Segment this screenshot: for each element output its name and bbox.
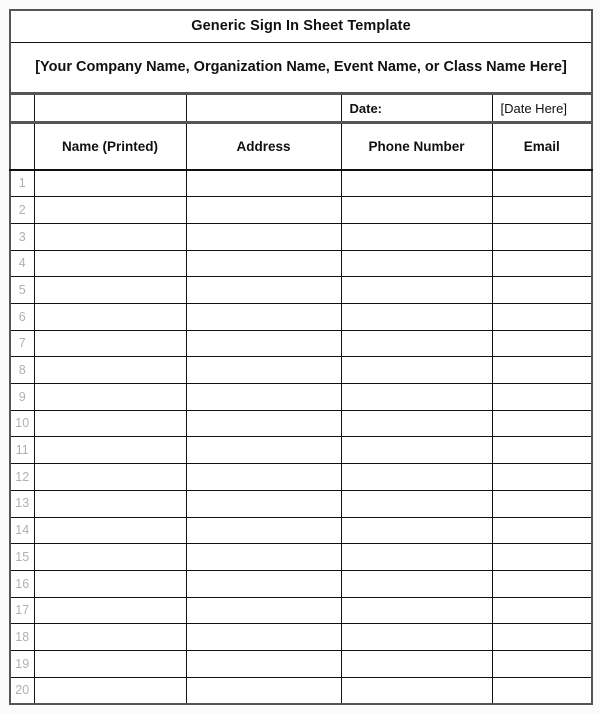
entry-cell-email[interactable] (492, 490, 592, 517)
entry-blank (187, 411, 341, 437)
date-label-cell (341, 94, 492, 123)
entry-cell-address[interactable] (186, 437, 341, 464)
entry-blank (35, 277, 186, 303)
entry-blank (493, 357, 592, 383)
entry-cell-email[interactable] (492, 410, 592, 437)
entry-blank (35, 224, 186, 250)
row-number: 13 (15, 496, 30, 511)
row-number: 12 (15, 469, 30, 484)
entry-blank (342, 624, 492, 650)
entry-blank (493, 624, 592, 650)
table-row (10, 437, 592, 464)
entry-cell-name[interactable] (34, 677, 186, 704)
column-header-address: Address (186, 123, 341, 170)
table-row (10, 597, 592, 624)
row-number: 4 (18, 256, 26, 271)
row-number-cell (10, 304, 34, 331)
entry-blank (342, 651, 492, 677)
entry-cell-address[interactable] (186, 277, 341, 304)
entry-cell-name[interactable] (34, 330, 186, 357)
entry-blank (493, 571, 592, 597)
entry-blank (35, 491, 186, 517)
entry-blank (493, 411, 592, 437)
entry-cell-name[interactable] (34, 384, 186, 411)
title-row (10, 10, 592, 42)
entry-cell-name[interactable] (34, 277, 186, 304)
entry-blank (35, 331, 186, 357)
entry-cell-email[interactable] (492, 250, 592, 277)
date-value-cell[interactable] (492, 94, 592, 123)
row-number: 8 (18, 363, 26, 378)
entry-cell-name[interactable] (34, 570, 186, 597)
entry-cell-email[interactable] (492, 570, 592, 597)
entry-blank (342, 544, 492, 570)
row-number: 19 (15, 656, 30, 671)
entry-cell-address[interactable] (186, 330, 341, 357)
entry-cell-name[interactable] (34, 357, 186, 384)
table-row (10, 677, 592, 704)
entry-cell-address[interactable] (186, 197, 341, 224)
entry-cell-address[interactable] (186, 410, 341, 437)
row-number: 18 (15, 629, 30, 644)
row-number: 17 (15, 603, 30, 618)
entry-cell-phone[interactable] (341, 223, 492, 250)
entry-cell-phone[interactable] (341, 384, 492, 411)
row-number: 15 (15, 549, 30, 564)
entry-cell-email[interactable] (492, 384, 592, 411)
entry-blank (342, 224, 492, 250)
table-row (10, 277, 592, 304)
entry-cell-phone[interactable] (341, 277, 492, 304)
entry-blank (493, 224, 592, 250)
entry-blank (187, 277, 341, 303)
entry-blank (342, 277, 492, 303)
entry-blank (187, 384, 341, 410)
row-number: 14 (15, 523, 30, 538)
entry-cell-name[interactable] (34, 597, 186, 624)
entry-cell-name[interactable] (34, 544, 186, 571)
entry-cell-phone[interactable] (341, 490, 492, 517)
row-number: 5 (18, 282, 26, 297)
entry-blank (493, 544, 592, 570)
entry-cell-email[interactable] (492, 464, 592, 491)
row-number-cell (10, 624, 34, 651)
entry-blank (187, 464, 341, 490)
entry-blank (35, 357, 186, 383)
row-number-cell (10, 197, 34, 224)
entry-cell-name[interactable] (34, 304, 186, 331)
date-row-spacer-name (34, 94, 186, 123)
entry-blank (35, 651, 186, 677)
row-number: 16 (15, 576, 30, 591)
row-number-cell (10, 223, 34, 250)
entry-cell-address[interactable] (186, 223, 341, 250)
entry-blank (342, 171, 492, 196)
entry-cell-email[interactable] (492, 170, 592, 197)
entry-blank (493, 277, 592, 303)
entry-cell-phone[interactable] (341, 330, 492, 357)
entry-cell-email[interactable] (492, 277, 592, 304)
entry-cell-phone[interactable] (341, 650, 492, 677)
entry-blank (493, 598, 592, 624)
sign-in-sheet-table (9, 9, 593, 705)
entry-blank (187, 518, 341, 544)
entry-cell-address[interactable] (186, 490, 341, 517)
entry-cell-address[interactable] (186, 624, 341, 651)
column-header-email: Email (492, 123, 592, 170)
entry-cell-name[interactable] (34, 250, 186, 277)
entry-blank (493, 331, 592, 357)
row-number: 20 (15, 683, 30, 698)
entry-cell-address[interactable] (186, 650, 341, 677)
entry-cell-name[interactable] (34, 650, 186, 677)
row-number: 11 (15, 443, 29, 458)
entry-blank (342, 598, 492, 624)
entry-blank (35, 304, 186, 330)
entry-blank (187, 624, 341, 650)
table-row (10, 464, 592, 491)
entry-blank (493, 384, 592, 410)
row-number-cell (10, 330, 34, 357)
entry-cell-email[interactable] (492, 357, 592, 384)
entry-blank (342, 571, 492, 597)
entry-blank (35, 251, 186, 277)
date-row-spacer-num (10, 94, 34, 123)
entry-cell-phone[interactable] (341, 357, 492, 384)
entry-cell-address[interactable] (186, 170, 341, 197)
row-number-cell (10, 597, 34, 624)
row-number-cell (10, 490, 34, 517)
entry-blank (35, 518, 186, 544)
table-row (10, 304, 592, 331)
date-label: Date: (349, 100, 383, 116)
title-cell (10, 10, 592, 42)
entry-blank (35, 678, 186, 703)
entry-blank (342, 678, 492, 703)
entry-blank (187, 197, 341, 223)
entry-blank (342, 251, 492, 277)
date-row-spacer-address (186, 94, 341, 123)
entry-cell-address[interactable] (186, 384, 341, 411)
row-number-cell (10, 410, 34, 437)
page-title: Generic Sign In Sheet Template (191, 18, 411, 35)
entry-cell-email[interactable] (492, 597, 592, 624)
entry-cell-address[interactable] (186, 677, 341, 704)
entry-cell-address[interactable] (186, 544, 341, 571)
row-number-cell (10, 677, 34, 704)
entry-blank (35, 197, 186, 223)
entry-cell-phone[interactable] (341, 197, 492, 224)
entry-blank (187, 357, 341, 383)
entry-blank (493, 491, 592, 517)
entry-blank (493, 518, 592, 544)
row-number-cell (10, 517, 34, 544)
entry-blank (342, 437, 492, 463)
entry-cell-phone[interactable] (341, 570, 492, 597)
row-number-cell (10, 544, 34, 571)
entry-blank (187, 171, 341, 196)
entry-cell-phone[interactable] (341, 677, 492, 704)
entry-cell-phone[interactable] (341, 304, 492, 331)
entry-cell-name[interactable] (34, 517, 186, 544)
entry-blank (35, 437, 186, 463)
entry-cell-address[interactable] (186, 304, 341, 331)
entry-blank (342, 331, 492, 357)
entry-cell-name[interactable] (34, 223, 186, 250)
entry-blank (187, 598, 341, 624)
entry-cell-email[interactable] (492, 330, 592, 357)
subtitle-cell[interactable] (10, 42, 592, 93)
entry-blank (493, 197, 592, 223)
entry-blank (187, 437, 341, 463)
entry-blank (493, 251, 592, 277)
entry-blank (187, 651, 341, 677)
sheet-body (10, 10, 592, 704)
column-header-name: Name (Printed) (34, 123, 186, 170)
column-header-number (10, 123, 34, 170)
entry-cell-email[interactable] (492, 223, 592, 250)
entry-cell-phone[interactable] (341, 170, 492, 197)
row-number-cell (10, 570, 34, 597)
entry-cell-email[interactable] (492, 624, 592, 651)
date-row (10, 94, 592, 123)
entry-blank (342, 491, 492, 517)
row-number: 10 (15, 416, 30, 431)
entry-cell-name[interactable] (34, 170, 186, 197)
entry-cell-email[interactable] (492, 304, 592, 331)
entry-cell-email[interactable] (492, 437, 592, 464)
table-row (10, 410, 592, 437)
entry-cell-name[interactable] (34, 197, 186, 224)
entry-cell-name[interactable] (34, 437, 186, 464)
entry-blank (493, 651, 592, 677)
table-row (10, 197, 592, 224)
entry-cell-phone[interactable] (341, 410, 492, 437)
entry-cell-email[interactable] (492, 650, 592, 677)
entry-blank (35, 171, 186, 196)
column-header-phone: Phone Number (341, 123, 492, 170)
row-number-cell (10, 250, 34, 277)
row-number-cell (10, 277, 34, 304)
table-row (10, 650, 592, 677)
entry-cell-name[interactable] (34, 490, 186, 517)
entry-blank (187, 571, 341, 597)
entry-cell-phone[interactable] (341, 464, 492, 491)
entry-cell-name[interactable] (34, 624, 186, 651)
entry-cell-address[interactable] (186, 597, 341, 624)
entry-blank (187, 544, 341, 570)
row-number-cell (10, 464, 34, 491)
entry-blank (493, 464, 592, 490)
row-number: 2 (18, 202, 26, 217)
entry-blank (493, 678, 592, 703)
entry-blank (493, 171, 592, 196)
entry-cell-name[interactable] (34, 464, 186, 491)
table-row (10, 570, 592, 597)
entry-blank (35, 464, 186, 490)
entry-cell-address[interactable] (186, 517, 341, 544)
row-number: 9 (18, 389, 26, 404)
entry-cell-name[interactable] (34, 410, 186, 437)
entry-cell-phone[interactable] (341, 250, 492, 277)
organization-name-placeholder: [Your Company Name, Organization Name, Event Name, or Class Name Here] (35, 59, 567, 76)
table-row (10, 384, 592, 411)
row-number-cell (10, 357, 34, 384)
entry-cell-phone[interactable] (341, 517, 492, 544)
entry-cell-phone[interactable] (341, 437, 492, 464)
entry-blank (342, 357, 492, 383)
entry-blank (35, 384, 186, 410)
table-row (10, 624, 592, 651)
table-row (10, 223, 592, 250)
row-number-cell (10, 384, 34, 411)
column-header-row (10, 123, 592, 170)
table-row (10, 517, 592, 544)
table-row (10, 170, 592, 197)
entry-blank (187, 224, 341, 250)
entry-blank (342, 411, 492, 437)
row-number-cell (10, 650, 34, 677)
entry-cell-email[interactable] (492, 517, 592, 544)
table-row (10, 330, 592, 357)
entry-blank (187, 251, 341, 277)
entry-blank (35, 411, 186, 437)
table-row (10, 250, 592, 277)
entry-blank (187, 678, 341, 703)
row-number-cell (10, 437, 34, 464)
entry-cell-address[interactable] (186, 250, 341, 277)
entry-blank (35, 624, 186, 650)
entry-blank (187, 304, 341, 330)
table-row (10, 357, 592, 384)
entry-blank (35, 571, 186, 597)
entry-blank (342, 518, 492, 544)
entry-blank (342, 304, 492, 330)
entry-cell-email[interactable] (492, 197, 592, 224)
table-row (10, 544, 592, 571)
entry-blank (342, 464, 492, 490)
entry-cell-address[interactable] (186, 570, 341, 597)
entry-blank (35, 598, 186, 624)
entry-blank (187, 491, 341, 517)
entry-blank (187, 331, 341, 357)
row-number: 1 (18, 176, 26, 191)
subtitle-row (10, 42, 592, 93)
entry-blank (35, 544, 186, 570)
entry-blank (493, 437, 592, 463)
entry-cell-email[interactable] (492, 544, 592, 571)
entry-blank (493, 304, 592, 330)
row-number: 7 (18, 336, 26, 351)
entry-cell-phone[interactable] (341, 597, 492, 624)
date-value-placeholder: [Date Here] (500, 100, 567, 116)
entry-blank (342, 384, 492, 410)
row-number: 3 (18, 229, 26, 244)
entry-cell-phone[interactable] (341, 624, 492, 651)
row-number-cell (10, 170, 34, 197)
entry-cell-address[interactable] (186, 464, 341, 491)
entry-cell-address[interactable] (186, 357, 341, 384)
entry-blank (342, 197, 492, 223)
table-row (10, 490, 592, 517)
entry-cell-phone[interactable] (341, 544, 492, 571)
entry-cell-email[interactable] (492, 677, 592, 704)
row-number: 6 (18, 309, 26, 324)
